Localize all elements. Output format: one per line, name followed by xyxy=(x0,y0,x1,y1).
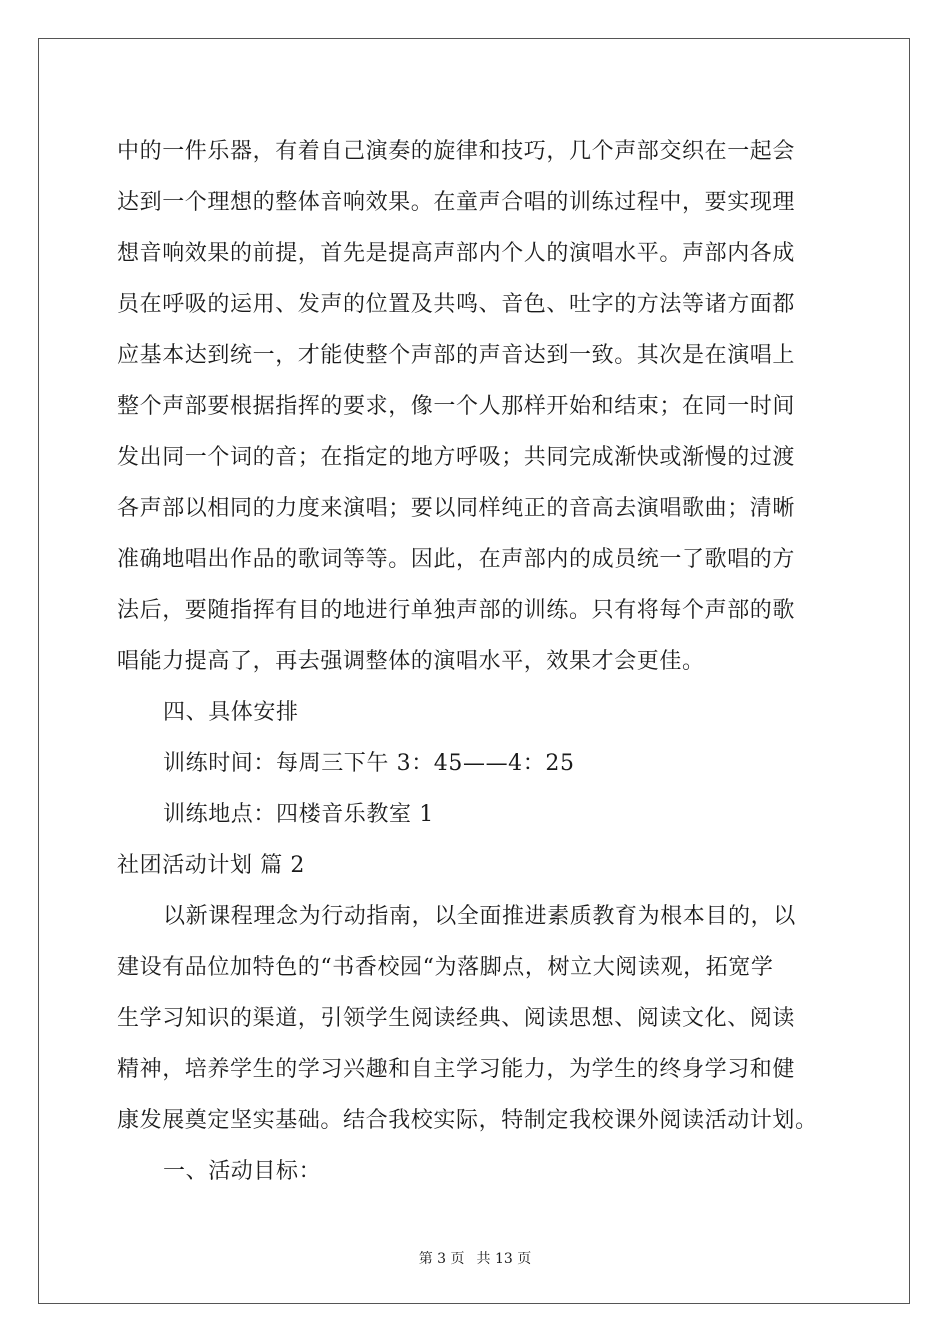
text-line: 中的一件乐器，有着自己演奏的旋律和技巧，几个声部交织在一起会 xyxy=(117,139,796,164)
page-number: 第 3 页 xyxy=(418,1251,465,1267)
text-line: 生学习知识的渠道，引领学生阅读经典、阅读思想、阅读文化、阅读 xyxy=(117,1006,796,1031)
text-line: 准确地唱出作品的歌词等等。因此，在声部内的成员统一了歌唱的方 xyxy=(117,547,796,572)
text-line: 以新课程理念为行动指南，以全面推进素质教育为根本目的，以 xyxy=(163,904,796,929)
section-heading: 一、活动目标： xyxy=(163,1159,322,1184)
text-line: 想音响效果的前提，首先是提高声部内个人的演唱水平。声部内各成 xyxy=(117,241,796,266)
text-line: 发出同一个词的音；在指定的地方呼吸；共同完成渐快或渐慢的过渡 xyxy=(117,445,796,470)
text-line: 建设有品位加特色的“书香校园“为落脚点，树立大阅读观，拓宽学 xyxy=(117,955,774,980)
text-line: 精神，培养学生的学习兴趣和自主学习能力，为学生的终身学习和健 xyxy=(117,1057,796,1082)
text-line: 唱能力提高了，再去强调整体的演唱水平，效果才会更佳。 xyxy=(117,649,705,674)
page-total: 共 13 页 xyxy=(476,1251,532,1267)
text-line: 整个声部要根据指挥的要求，像一个人那样开始和结束；在同一时间 xyxy=(117,394,796,419)
text-line: 各声部以相同的力度来演唱；要以同样纯正的音高去演唱歌曲；清晰 xyxy=(117,496,796,521)
page-footer xyxy=(0,1248,950,1268)
text-line: 员在呼吸的运用、发声的位置及共鸣、音色、吐字的方法等诸方面都 xyxy=(117,292,796,317)
text-line: 达到一个理想的整体音响效果。在童声合唱的训练过程中，要实现理 xyxy=(117,190,796,215)
text-line: 法后，要随指挥有目的地进行单独声部的训练。只有将每个声部的歌 xyxy=(117,598,796,623)
document-body xyxy=(117,126,837,1197)
schedule-time: 训练时间：每周三下午 3：45——4：25 xyxy=(163,751,575,776)
article-title: 社团活动计划 篇 2 xyxy=(117,853,305,878)
schedule-location: 训练地点：四楼音乐教室 1 xyxy=(163,802,434,827)
section-heading: 四、具体安排 xyxy=(163,700,299,725)
text-line: 应基本达到统一，才能使整个声部的声音达到一致。其次是在演唱上 xyxy=(117,343,796,368)
text-line: 康发展奠定坚实基础。结合我校实际，特制定我校课外阅读活动计划。 xyxy=(117,1108,818,1133)
